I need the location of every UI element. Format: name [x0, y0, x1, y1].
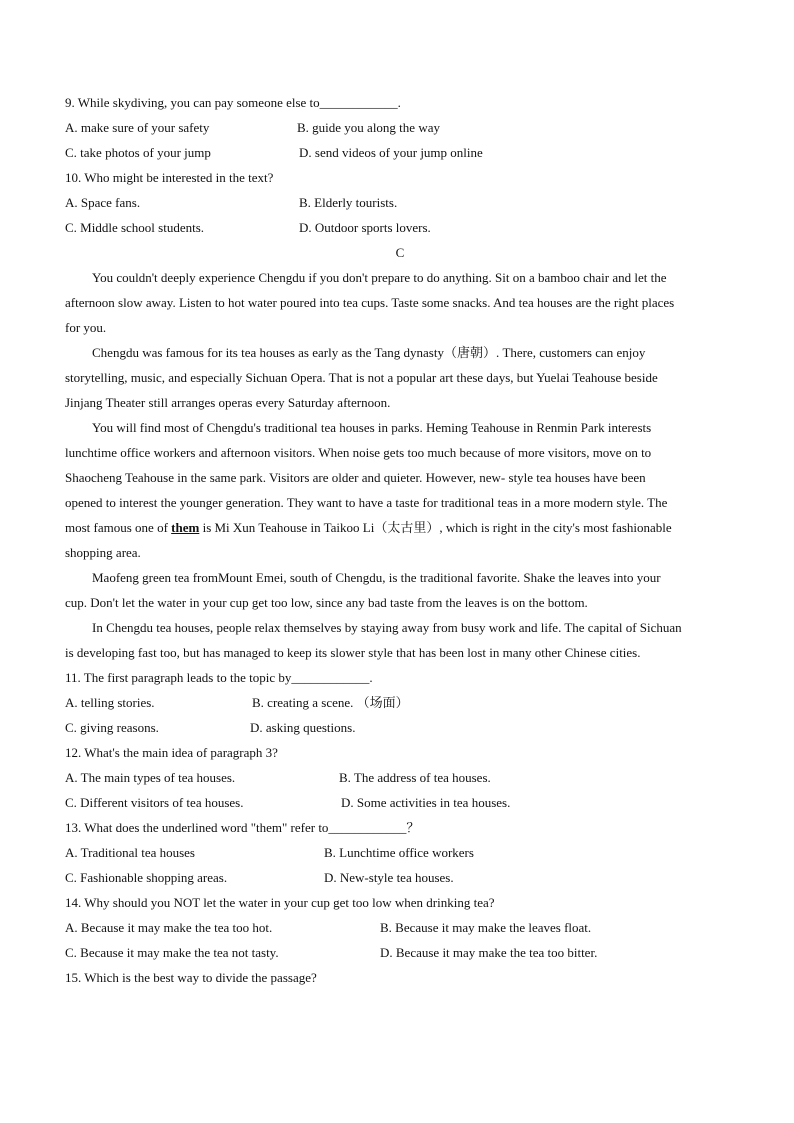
q9-option-b: B. guide you along the way [297, 120, 440, 135]
option-row [65, 790, 735, 815]
option-row [65, 940, 735, 965]
passage-line: Maofeng green tea fromMount Emei, south of Chengdu, is the traditional favorite. Shake the leaves into your [92, 570, 661, 585]
question-12: 12. What's the main idea of paragraph 3? [65, 745, 278, 760]
question-9: 9. While skydiving, you can pay someone else to____________. [65, 95, 401, 110]
passage-line: afternoon slow away. Listen to hot water poured into tea cups. Taste some snacks. And tea houses are the right places [65, 295, 675, 310]
q10-option-b: B. Elderly tourists. [299, 195, 398, 210]
q11-option-d: D. asking questions. [250, 720, 356, 735]
passage-line: shopping area. [65, 545, 141, 560]
question-15: 15. Which is the best way to divide the passage? [65, 970, 317, 985]
passage-line: Shaocheng Teahouse in the same park. Visitors are older and quieter. However, new- style tea houses have been [65, 470, 646, 485]
q12-option-d: D. Some activities in tea houses. [341, 795, 511, 810]
passage-text: is Mi Xun Teahouse in Taikoo Li（太古里）, which is right in the city's most fashionable [199, 520, 672, 535]
q9-option-d: D. send videos of your jump online [299, 145, 483, 160]
passage-text: most famous one of [65, 520, 172, 535]
q13-option-a: A. Traditional tea houses [65, 845, 195, 860]
passage-line: storytelling, music, and especially Sichuan Opera. That is not a popular art these days, but Yuelai Teahouse beside [65, 370, 658, 385]
passage-line: for you. [65, 320, 107, 335]
q10-option-a: A. Space fans. [65, 195, 141, 210]
option-row [65, 115, 735, 140]
question-13: 13. What does the underlined word "them" refer to____________？ [65, 820, 420, 835]
q13-option-d: D. New-style tea houses. [324, 870, 454, 885]
q14-option-d: D. Because it may make the tea too bitter. [380, 945, 598, 960]
passage-line: Jinjang Theater still arranges operas every Saturday afternoon. [65, 395, 391, 410]
question-11: 11. The first paragraph leads to the topic by____________. [65, 670, 373, 685]
q10-option-d: D. Outdoor sports lovers. [299, 220, 431, 235]
exam-page [65, 90, 735, 990]
q12-option-b: B. The address of tea houses. [339, 770, 491, 785]
q10-option-c: C. Middle school students. [65, 220, 205, 235]
option-row [65, 765, 735, 790]
option-row [65, 715, 735, 740]
question-14: 14. Why should you NOT let the water in your cup get too low when drinking tea? [65, 895, 495, 910]
passage-line: In Chengdu tea houses, people relax themselves by staying away from busy work and life. The capital of Sichuan [92, 620, 682, 635]
passage-line: Chengdu was famous for its tea houses as early as the Tang dynasty（唐朝）. There, customers can enjoy [92, 345, 646, 360]
passage-line [65, 515, 735, 540]
q11-option-c: C. giving reasons. [65, 720, 159, 735]
passage-line: You will find most of Chengdu's traditional tea houses in parks. Heming Teahouse in Renmin Park interests [92, 420, 652, 435]
q9-option-a: A. make sure of your safety [65, 120, 210, 135]
passage-line: is developing fast too, but has managed to keep its slower style that has been lost in many other Chinese cities. [65, 645, 641, 660]
q12-option-c: C. Different visitors of tea houses. [65, 795, 244, 810]
passage-line: opened to interest the younger generation. They want to have a taste for traditional teas in a more modern style. The [65, 495, 668, 510]
option-row [65, 690, 735, 715]
option-row [65, 190, 735, 215]
passage-line: You couldn't deeply experience Chengdu if you don't prepare to do anything. Sit on a bamboo chair and let the [92, 270, 667, 285]
option-row [65, 865, 735, 890]
q11-option-b: B. creating a scene. （场面） [252, 695, 409, 710]
section-label: C [395, 245, 405, 260]
q14-option-b: B. Because it may make the leaves float. [380, 920, 592, 935]
q13-option-b: B. Lunchtime office workers [324, 845, 474, 860]
underlined-word-them: them [171, 520, 200, 535]
option-row [65, 840, 735, 865]
passage-line: lunchtime office workers and afternoon visitors. When noise gets too much because of more visitors, move on to [65, 445, 652, 460]
q11-option-a: A. telling stories. [65, 695, 155, 710]
q9-option-c: C. take photos of your jump [65, 145, 211, 160]
q12-option-a: A. The main types of tea houses. [65, 770, 236, 785]
option-row [65, 215, 735, 240]
q14-option-a: A. Because it may make the tea too hot. [65, 920, 273, 935]
option-row [65, 915, 735, 940]
passage-line: cup. Don't let the water in your cup get too low, since any bad taste from the leaves is on the bottom. [65, 595, 588, 610]
option-row [65, 140, 735, 165]
q14-option-c: C. Because it may make the tea not tasty. [65, 945, 279, 960]
q13-option-c: C. Fashionable shopping areas. [65, 870, 228, 885]
question-10: 10. Who might be interested in the text? [65, 170, 274, 185]
